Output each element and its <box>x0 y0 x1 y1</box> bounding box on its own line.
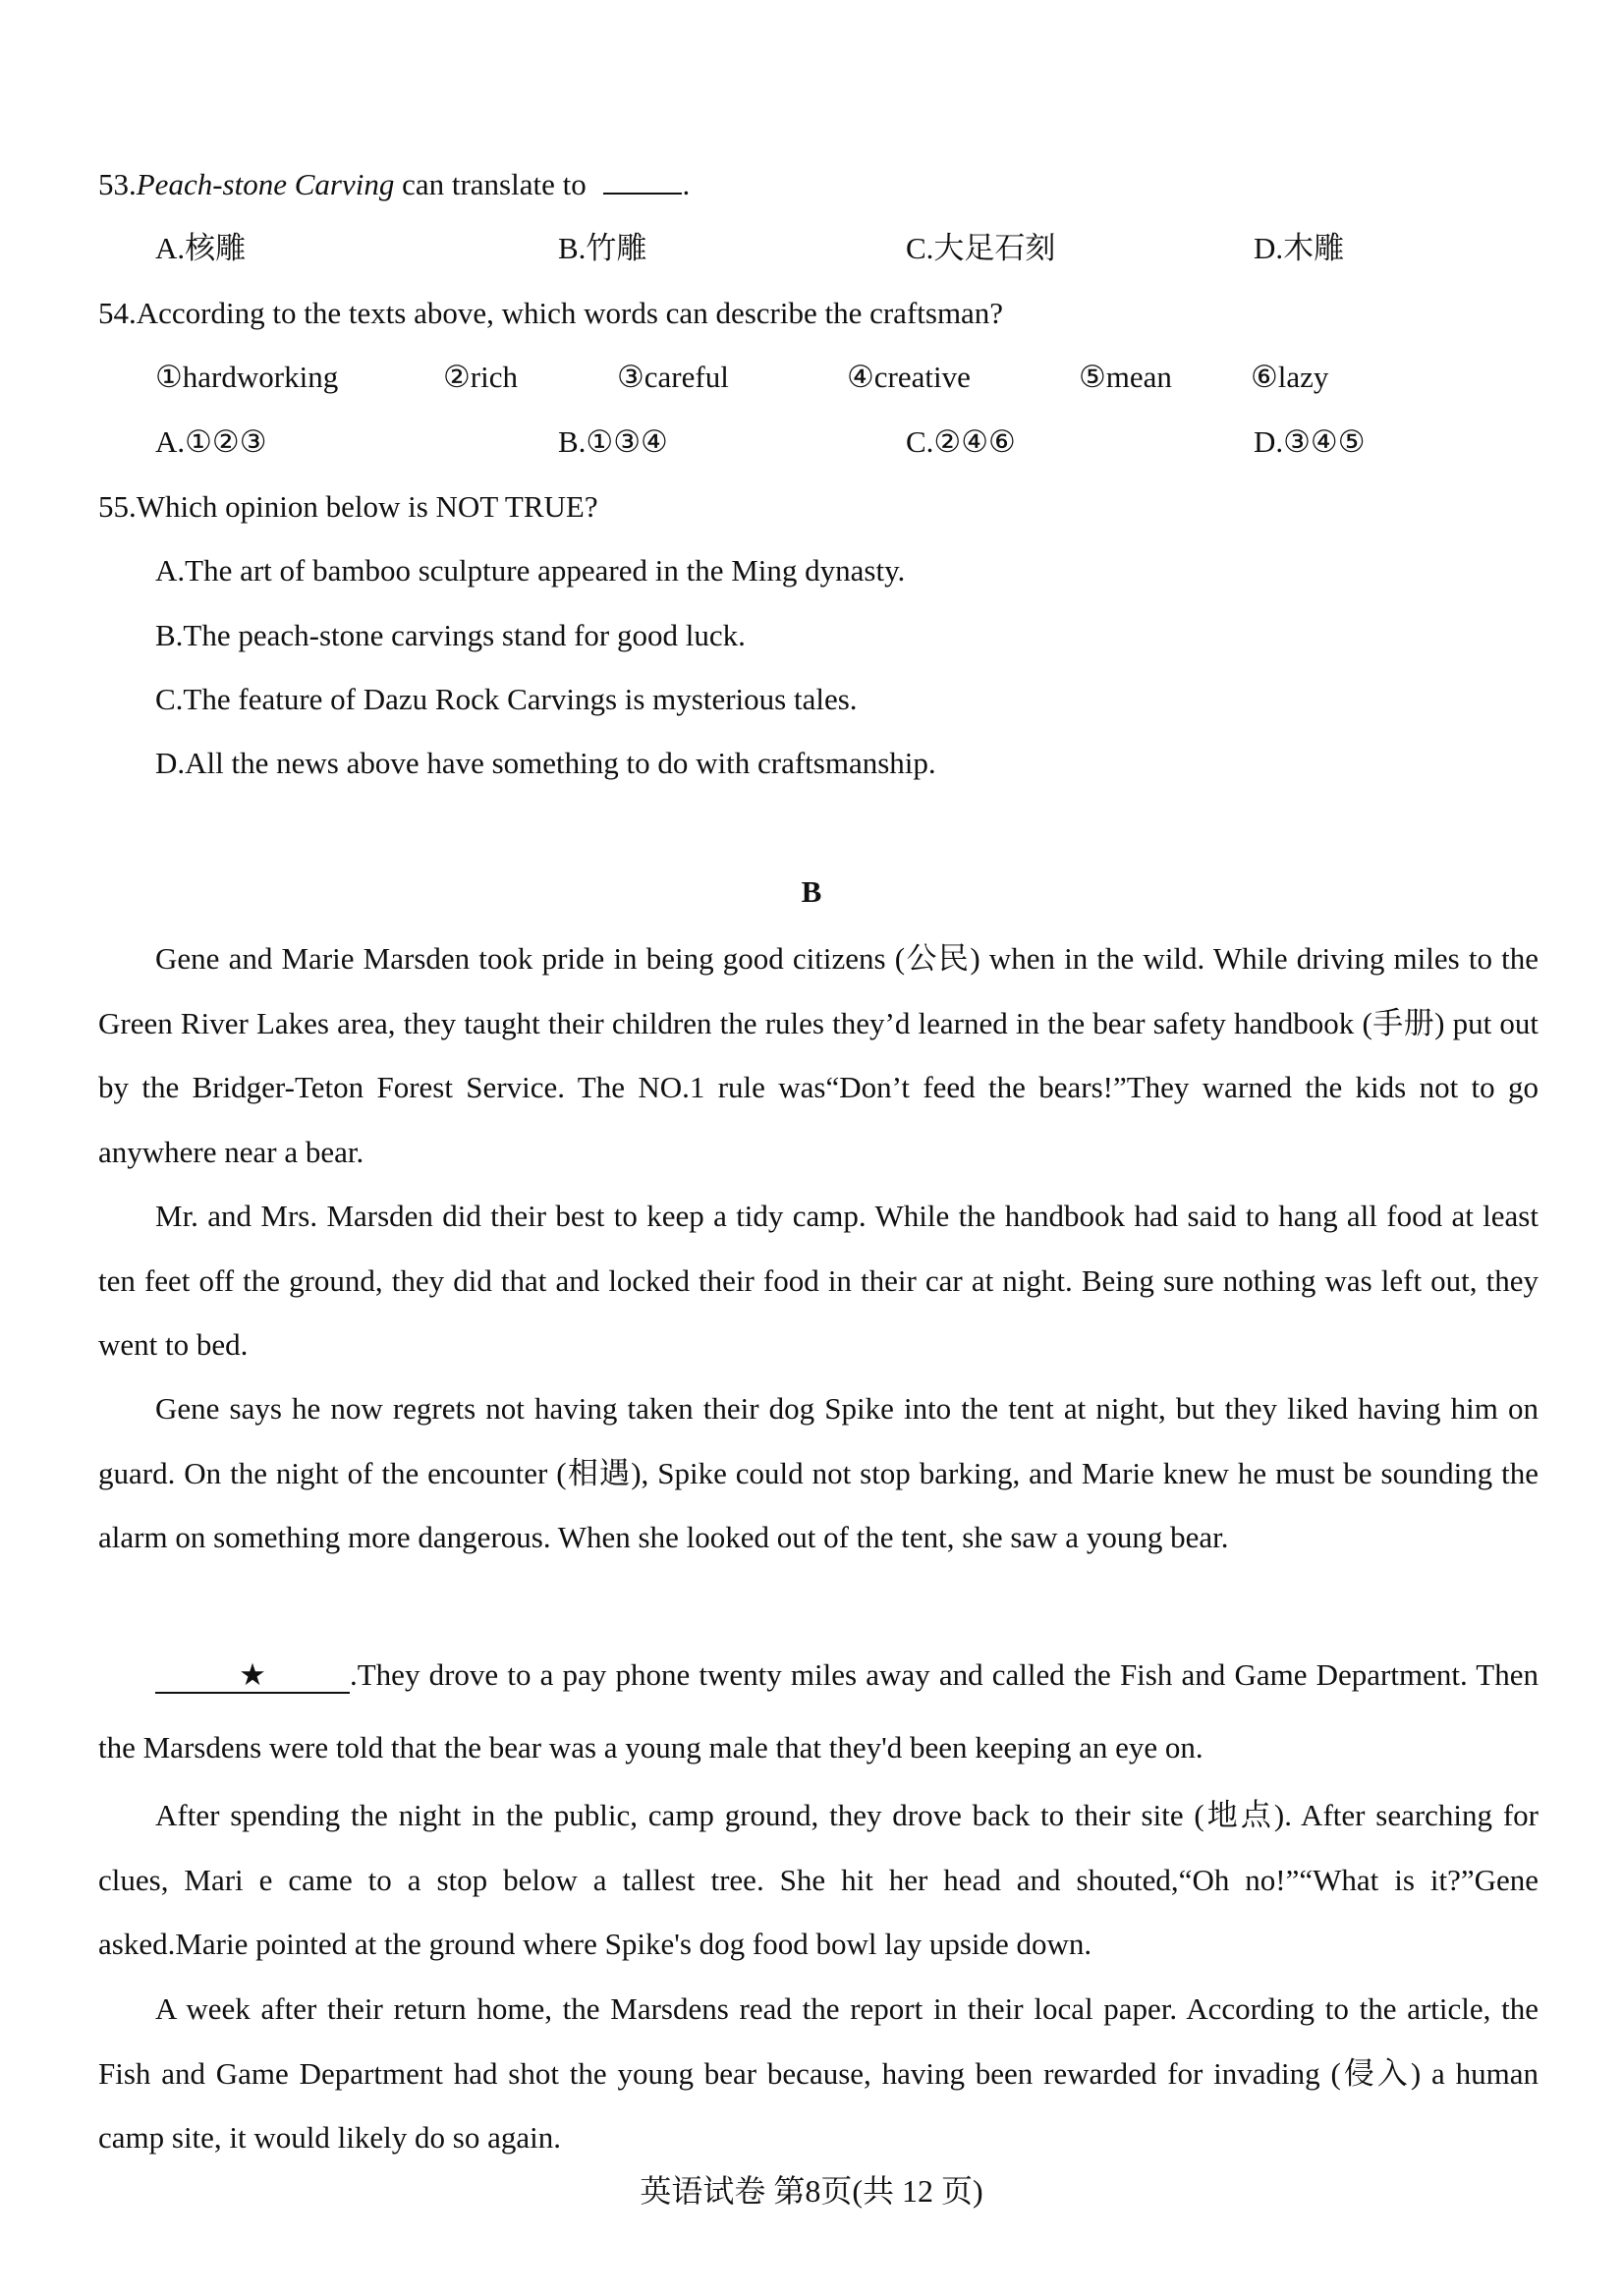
q53-option-a: A.核雕 <box>155 231 247 265</box>
q54-word-3: ③careful <box>617 360 729 394</box>
q55-option-d: D.All the news above have something to do with craftsmanship. <box>155 746 936 780</box>
paragraph-4-text: .They drove to a pay phone twenty miles away and called the Fish and Game Department. Then the Marsdens were told that the bear was a young male that they'd been keeping an eye on. <box>98 1657 1539 1764</box>
answer-blank <box>603 167 682 195</box>
passage-paragraph-2 <box>98 1184 1539 1377</box>
paragraph-3-text: Gene says he now regrets not having taken their dog Spike into the tent at night, but they liked having him on guard. On the night of the encounter (相遇), Spike could not stop barking, and Marie knew he must be sounding the alarm on something more dangerous. When she looked out of the tent, she saw a young bear. <box>98 1391 1539 1554</box>
paragraph-5-text: After spending the night in the public, camp ground, they drove back to their site (地点). After searching for clues, Mari e came to a stop below a tallest tree. She hit her head and shouted,“Oh no!”“What is it?”Gene asked.Marie pointed at the ground where Spike's dog food bowl lay upside down. <box>98 1798 1539 1961</box>
q53-italic-term: Peach-stone Carving <box>136 167 395 201</box>
q53-option-c: C.大足石刻 <box>906 231 1056 265</box>
q54-word-6: ⑥lazy <box>1251 360 1329 394</box>
passage-paragraph-4 <box>98 1639 1539 1784</box>
passage-paragraph-1 <box>98 926 1539 1184</box>
q54-option-d: D.③④⑤ <box>1254 424 1366 459</box>
q54-word-1: ①hardworking <box>155 360 339 394</box>
question-55: 55.Which opinion below is NOT TRUE? <box>98 489 598 524</box>
section-heading: B <box>801 874 822 909</box>
q53-option-d: D.木雕 <box>1254 231 1345 265</box>
q54-option-c: C.②④⑥ <box>906 424 1016 459</box>
passage-paragraph-3 <box>98 1376 1539 1570</box>
q53-text: can translate to <box>394 167 594 201</box>
q54-word-2: ②rich <box>443 360 518 394</box>
passage-paragraph-5 <box>98 1783 1539 1977</box>
q53-option-b: B.竹雕 <box>558 231 647 265</box>
q54-word-4: ④creative <box>847 360 971 394</box>
q55-option-b: B.The peach-stone carvings stand for good luck. <box>155 618 746 652</box>
q54-word-5: ⑤mean <box>1079 360 1172 394</box>
q55-option-c: C.The feature of Dazu Rock Carvings is mysterious tales. <box>155 682 858 716</box>
passage-paragraph-6 <box>98 1977 1539 2170</box>
paragraph-1-text: Gene and Marie Marsden took pride in being good citizens (公民) when in the wild. While driving miles to the Green River Lakes area, they taught their children the rules they’d learned in the bear safety handbook (手册) put out by the Bridger-Teton Forest Service. The NO.1 rule was“Don’t feed the bears!”They warned the kids not to go anywhere near a bear. <box>98 941 1539 1169</box>
paragraph-6-text: A week after their return home, the Marsdens read the report in their local paper. According to the article, the Fish and Game Department had shot the young bear because, having been rewarded for invading (侵入) a human camp site, it would likely do so again. <box>98 1991 1539 2155</box>
question-53 <box>98 165 690 204</box>
q53-end: . <box>682 167 691 201</box>
q55-option-a: A.The art of bamboo sculpture appeared in the Ming dynasty. <box>155 553 906 588</box>
star-blank: ★ <box>155 1658 350 1694</box>
question-54: 54.According to the texts above, which words can describe the craftsman? <box>98 296 1004 330</box>
q54-option-b: B.①③④ <box>558 424 668 459</box>
q54-option-a: A.①②③ <box>155 424 267 459</box>
q53-number: 53. <box>98 167 137 201</box>
paragraph-2-text: Mr. and Mrs. Marsden did their best to keep a tidy camp. While the handbook had said to hang all food at least ten feet off the ground, they did that and locked their food in their car at night. Being sure nothing was left out, they went to bed. <box>98 1199 1539 1362</box>
page-footer: 英语试卷 第8页(共 12 页) <box>640 2173 983 2209</box>
